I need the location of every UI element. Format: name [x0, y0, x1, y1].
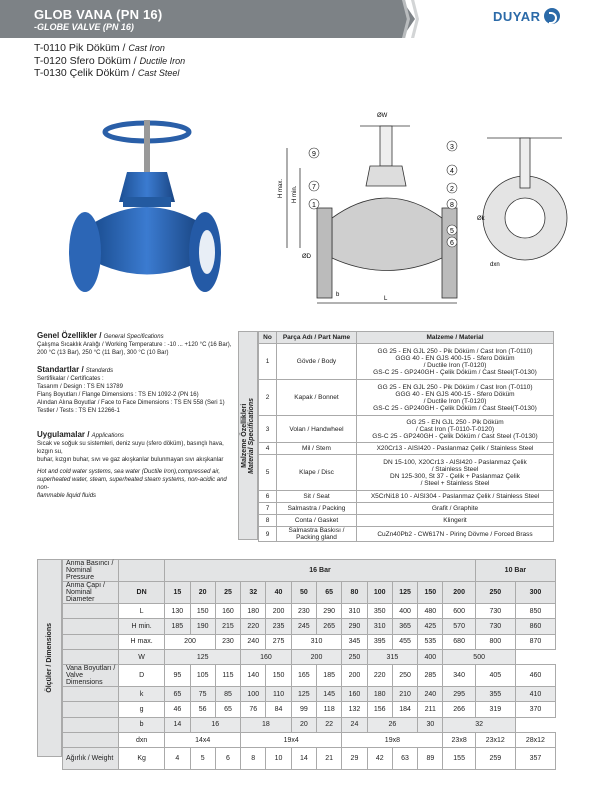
dimension-label: b	[336, 292, 340, 298]
material-no: 2	[259, 380, 277, 416]
dim-value: 190	[190, 619, 215, 634]
dim-value: 680	[443, 634, 475, 649]
dim-label: H max.	[119, 634, 165, 649]
dn-value: 200	[443, 582, 475, 604]
row-label	[63, 717, 119, 732]
table-cell	[119, 560, 165, 582]
dn-value: 100	[367, 582, 392, 604]
dim-value: 500	[443, 649, 515, 664]
dimension-label: ØW	[377, 113, 388, 119]
dim-label: L	[119, 604, 165, 619]
dim-value: 730	[475, 604, 515, 619]
dim-value: 26	[367, 717, 418, 732]
dim-value: 160	[241, 649, 292, 664]
table-row	[63, 619, 556, 634]
dimension-label: ØD	[302, 254, 311, 260]
dim-value: 230	[291, 604, 316, 619]
material-part: Mil / Stem	[277, 443, 357, 455]
dim-value: 84	[266, 702, 291, 717]
dimension-label: H min.	[292, 185, 298, 203]
dim-value: 200	[165, 634, 216, 649]
weight-value: 259	[475, 748, 515, 770]
row-label: Anma Basıncı / Nominal Pressure	[63, 560, 119, 582]
dn-value: 150	[418, 582, 443, 604]
dim-value: 110	[266, 687, 291, 702]
dn-label: DN	[119, 582, 165, 604]
materials-table	[258, 331, 554, 542]
dimensions-table	[62, 559, 556, 770]
dn-value: 65	[317, 582, 342, 604]
row-label: Ağırlık / Weight	[63, 748, 119, 770]
dim-value: 132	[342, 702, 367, 717]
material-row	[259, 491, 554, 503]
dimension-label: dxn	[490, 262, 500, 268]
dim-value: 23x8	[443, 733, 475, 748]
material-no: 7	[259, 503, 277, 515]
dim-value: 315	[367, 649, 418, 664]
dim-value: 235	[266, 619, 291, 634]
dim-value: 160	[215, 604, 240, 619]
applications: Uygulamalar / Applications Sıcak ve soğuk su sistemleri, deniz suyu (sfero döküm), basınçlı hava, kızgın su, buhar, kızgın buhar, sıvı ve gaz akışkanlar bulunmayan sıvı akışkanlar Hot and cold water systems, sea water (Ductile Iron),compressed air, superheated water, steam, superheated steam systems, non-acidic and non- flammable liquid fluids	[37, 430, 227, 499]
table-row	[63, 582, 556, 604]
dim-value: 215	[215, 619, 240, 634]
product-type: T-0120 Sfero Döküm / Ductile Iron	[34, 54, 186, 67]
dimension-label: Øk	[477, 216, 485, 222]
svg-text:1: 1	[312, 202, 316, 209]
material-no: 9	[259, 527, 277, 542]
material-row	[259, 527, 554, 542]
table-row	[63, 748, 556, 770]
material-spec: DN 15-100, X20Cr13 - AISI420 - Paslanmaz Çelik / Stainless Steel DN 125-300, St 37 - Çelik + Paslanmaz Çelik / Steel + Stainless Steel	[357, 455, 554, 491]
row-label	[63, 619, 119, 634]
dim-value: 125	[165, 649, 241, 664]
dim-value: 350	[367, 604, 392, 619]
material-row	[259, 416, 554, 443]
dim-value: 156	[367, 702, 392, 717]
dim-value: 275	[266, 634, 291, 649]
material-part: Salmastra / Packing	[277, 503, 357, 515]
material-no: 8	[259, 515, 277, 527]
dim-value: 19x8	[342, 733, 443, 748]
dim-value: 118	[317, 702, 342, 717]
technical-drawing	[262, 108, 572, 308]
material-row	[259, 344, 554, 380]
material-row	[259, 443, 554, 455]
dim-value: 370	[515, 702, 555, 717]
dn-value: 32	[241, 582, 266, 604]
row-label: Vana Boyutları / Valve Dimensions	[63, 665, 119, 687]
dim-value: 600	[443, 604, 475, 619]
dim-value: 870	[515, 634, 555, 649]
valve-photo	[55, 112, 230, 302]
dim-label: g	[119, 702, 165, 717]
dim-value: 345	[342, 634, 367, 649]
dim-value: 266	[443, 702, 475, 717]
dim-value: 18	[241, 717, 292, 732]
dim-value: 30	[418, 717, 443, 732]
dim-value: 16	[190, 717, 241, 732]
row-label	[63, 687, 119, 702]
material-part: Gövde / Body	[277, 344, 357, 380]
weight-value: 357	[515, 748, 555, 770]
dimension-label: H max.	[278, 178, 284, 198]
dim-value: 65	[215, 702, 240, 717]
dim-value: 290	[317, 604, 342, 619]
dim-value: 14x4	[165, 733, 241, 748]
material-no: 4	[259, 443, 277, 455]
svg-text:5: 5	[450, 228, 454, 235]
table-row	[63, 604, 556, 619]
material-no: 3	[259, 416, 277, 443]
col-header: Parça Adı / Part Name	[277, 332, 357, 344]
col-header: Malzeme / Material	[357, 332, 554, 344]
dim-label: W	[119, 649, 165, 664]
standards: Standartlar / Standards Sertifikalar / Certificates : Tasarım / Design : TS EN 13789 Flanş Boyutları / Flange Dimensions : TS EN 1092-2 (PN 16) Alından Alına Boyutlar / Face to Face Dimensions : TS EN 558 (Seri 1) Testler / Tests : TS EN 12266-1	[37, 365, 225, 414]
dn-value: 25	[215, 582, 240, 604]
dn-value: 300	[515, 582, 555, 604]
dim-label: D	[119, 665, 165, 687]
weight-value: 6	[215, 748, 240, 770]
dim-value: 535	[418, 634, 443, 649]
table-row	[63, 702, 556, 717]
dim-value: 180	[367, 687, 392, 702]
svg-text:6: 6	[450, 240, 454, 247]
dim-value: 200	[291, 649, 342, 664]
material-spec: X20Cr13 - AISI420 - Paslanmaz Çelik / Stainless Steel	[357, 443, 554, 455]
material-row	[259, 515, 554, 527]
dim-value: 460	[515, 665, 555, 687]
svg-text:4: 4	[450, 168, 454, 175]
weight-value: 29	[342, 748, 367, 770]
dim-label: H min.	[119, 619, 165, 634]
dim-value: 65	[165, 687, 190, 702]
table-row	[63, 560, 556, 582]
dimension-label: L	[384, 296, 388, 302]
dim-value: 220	[241, 619, 266, 634]
dim-value: 860	[515, 619, 555, 634]
dim-value: 56	[190, 702, 215, 717]
weight-unit: Kg	[119, 748, 165, 770]
dim-value: 22	[317, 717, 342, 732]
dim-value: 160	[342, 687, 367, 702]
product-type-list	[34, 42, 185, 80]
svg-text:7: 7	[312, 184, 316, 191]
dim-value: 145	[317, 687, 342, 702]
table-row	[63, 687, 556, 702]
dim-value: 395	[367, 634, 392, 649]
dim-value: 105	[190, 665, 215, 687]
dim-value: 150	[190, 604, 215, 619]
weight-value: 10	[266, 748, 291, 770]
dim-value: 185	[165, 619, 190, 634]
dim-value: 480	[418, 604, 443, 619]
dim-value: 405	[475, 665, 515, 687]
weight-value: 89	[418, 748, 443, 770]
weight-value: 14	[291, 748, 316, 770]
dn-value: 50	[291, 582, 316, 604]
dim-value: 240	[241, 634, 266, 649]
pressure-header: 16 Bar	[165, 560, 476, 582]
row-label	[63, 649, 119, 664]
dim-value: 425	[418, 619, 443, 634]
page-subtitle: -GLOBE VALVE (PN 16)	[34, 22, 134, 32]
dim-value: 220	[367, 665, 392, 687]
dim-value: 115	[215, 665, 240, 687]
weight-value: 4	[165, 748, 190, 770]
dim-value: 310	[342, 604, 367, 619]
dim-value: 730	[475, 619, 515, 634]
material-spec: X5CrNi18 10 - AISI304 - Paslanmaz Çelik / Stainless Steel	[357, 491, 554, 503]
material-row	[259, 455, 554, 491]
dn-value: 80	[342, 582, 367, 604]
dim-value: 24	[342, 717, 367, 732]
material-part: Salmastra Baskısı / Packing gland	[277, 527, 357, 542]
dim-value: 310	[367, 619, 392, 634]
dim-value: 140	[241, 665, 266, 687]
general-specs: Genel Özellikler / General Specifications Çalışma Sıcaklık Aralığı / Working Temperature : -10 ... +120 °C (16 Bar), 200 °C (13 Bar), 250 °C (11 Bar), 300 °C (10 Bar)	[37, 331, 232, 356]
row-label	[63, 733, 119, 748]
dim-label: dxn	[119, 733, 165, 748]
dim-value: 19x4	[241, 733, 342, 748]
page-title: GLOB VANA (PN 16)	[34, 7, 163, 22]
weight-value: 63	[392, 748, 417, 770]
dim-value: 150	[266, 665, 291, 687]
dim-value: 400	[392, 604, 417, 619]
col-header: No	[259, 332, 277, 344]
dim-value: 290	[342, 619, 367, 634]
weight-value: 42	[367, 748, 392, 770]
dim-value: 240	[418, 687, 443, 702]
dim-value: 295	[443, 687, 475, 702]
weight-value: 21	[317, 748, 342, 770]
dim-value: 850	[515, 604, 555, 619]
material-part: Kapak / Bonnet	[277, 380, 357, 416]
dimensions-side-label: Ölçüler / Dimensions	[37, 559, 62, 757]
dim-value: 570	[443, 619, 475, 634]
dim-value: 28x12	[515, 733, 555, 748]
dim-value: 23x12	[475, 733, 515, 748]
weight-value: 155	[443, 748, 475, 770]
dim-value: 75	[190, 687, 215, 702]
dim-value: 250	[392, 665, 417, 687]
material-spec: GG 25 - EN GJL 250 - Pik Döküm / Cast Iron (T-0110-T-0120) GS-C 25 - GP240GH - Çelik Döküm / Cast Steel (T-0130)	[357, 416, 554, 443]
dim-value: 245	[291, 619, 316, 634]
table-row	[63, 665, 556, 687]
material-part: Conta / Gasket	[277, 515, 357, 527]
material-part: Volan / Handwheel	[277, 416, 357, 443]
dim-value: 210	[392, 687, 417, 702]
dim-value: 46	[165, 702, 190, 717]
dim-value: 410	[515, 687, 555, 702]
materials-side-label: Malzeme Özellikleri Material Specifications	[238, 331, 258, 540]
material-no: 1	[259, 344, 277, 380]
dim-value: 355	[475, 687, 515, 702]
dim-value: 340	[443, 665, 475, 687]
dn-value: 15	[165, 582, 190, 604]
material-row	[259, 503, 554, 515]
dim-value: 130	[165, 604, 190, 619]
dim-value: 285	[418, 665, 443, 687]
dim-value: 85	[215, 687, 240, 702]
dn-value: 250	[475, 582, 515, 604]
material-spec: Grafit / Graphite	[357, 503, 554, 515]
weight-value: 8	[241, 748, 266, 770]
dim-value: 400	[418, 649, 443, 664]
svg-text:8: 8	[450, 202, 454, 209]
table-row	[63, 634, 556, 649]
product-type: T-0130 Çelik Döküm / Cast Steel	[34, 67, 180, 79]
dn-value: 20	[190, 582, 215, 604]
dim-value: 185	[317, 665, 342, 687]
dim-value: 265	[317, 619, 342, 634]
pressure-header: 10 Bar	[475, 560, 555, 582]
dim-value: 95	[165, 665, 190, 687]
dim-value: 180	[241, 604, 266, 619]
material-no: 6	[259, 491, 277, 503]
dn-value: 125	[392, 582, 417, 604]
table-row	[63, 649, 556, 664]
row-label	[63, 702, 119, 717]
brand-logo: DUYAR	[493, 9, 541, 24]
dim-label: k	[119, 687, 165, 702]
dim-value: 99	[291, 702, 316, 717]
dim-label: b	[119, 717, 165, 732]
dim-value: 310	[291, 634, 342, 649]
dn-value: 40	[266, 582, 291, 604]
dim-value: 365	[392, 619, 417, 634]
dim-value: 455	[392, 634, 417, 649]
table-row	[63, 717, 556, 732]
svg-text:9: 9	[312, 151, 316, 158]
material-spec: Klingerit	[357, 515, 554, 527]
dim-value: 165	[291, 665, 316, 687]
dim-value: 200	[342, 665, 367, 687]
svg-text:3: 3	[450, 144, 454, 151]
dim-value: 250	[342, 649, 367, 664]
material-spec: GG 25 - EN GJL 250 - Pik Döküm / Cast Iron (T-0110) GGG 40 - EN GJS 400-15 - Sfero Döküm / Ductile Iron (T-0120) GS-C 25 - GP240GH - Çelik Döküm / Cast Steel(T-0130)	[357, 380, 554, 416]
dim-value: 100	[241, 687, 266, 702]
row-label	[63, 604, 119, 619]
product-type: T-0110 Pik Döküm / Cast Iron	[34, 42, 165, 54]
brand-logo-icon	[544, 8, 560, 24]
dim-value: 230	[215, 634, 240, 649]
material-part: Klape / Disc	[277, 455, 357, 491]
dim-value: 211	[418, 702, 443, 717]
dim-value: 184	[392, 702, 417, 717]
material-no: 5	[259, 455, 277, 491]
row-label	[63, 634, 119, 649]
dim-value: 200	[266, 604, 291, 619]
dim-value: 20	[291, 717, 316, 732]
dim-value: 14	[165, 717, 190, 732]
row-label: Anma Çapı / Nominal Diameter	[63, 582, 119, 604]
weight-value: 5	[190, 748, 215, 770]
dim-value: 76	[241, 702, 266, 717]
material-spec: GG 25 - EN GJL 250 - Pik Döküm / Cast Iron (T-0110) GGG 40 - EN GJS 400-15 - Sfero Döküm / Ductile Iron (T-0120) GS-C 25 - GP240GH - Çelik Döküm / Cast Steel(T-0130)	[357, 344, 554, 380]
table-row	[63, 733, 556, 748]
dim-value: 125	[291, 687, 316, 702]
dim-value: 800	[475, 634, 515, 649]
dim-value: 32	[443, 717, 515, 732]
dim-value: 319	[475, 702, 515, 717]
material-spec: CuZn40Pb2 - CW617N - Pirinç Dövme / Forced Brass	[357, 527, 554, 542]
material-part: Sit / Seat	[277, 491, 357, 503]
material-row	[259, 380, 554, 416]
svg-text:2: 2	[450, 186, 454, 193]
